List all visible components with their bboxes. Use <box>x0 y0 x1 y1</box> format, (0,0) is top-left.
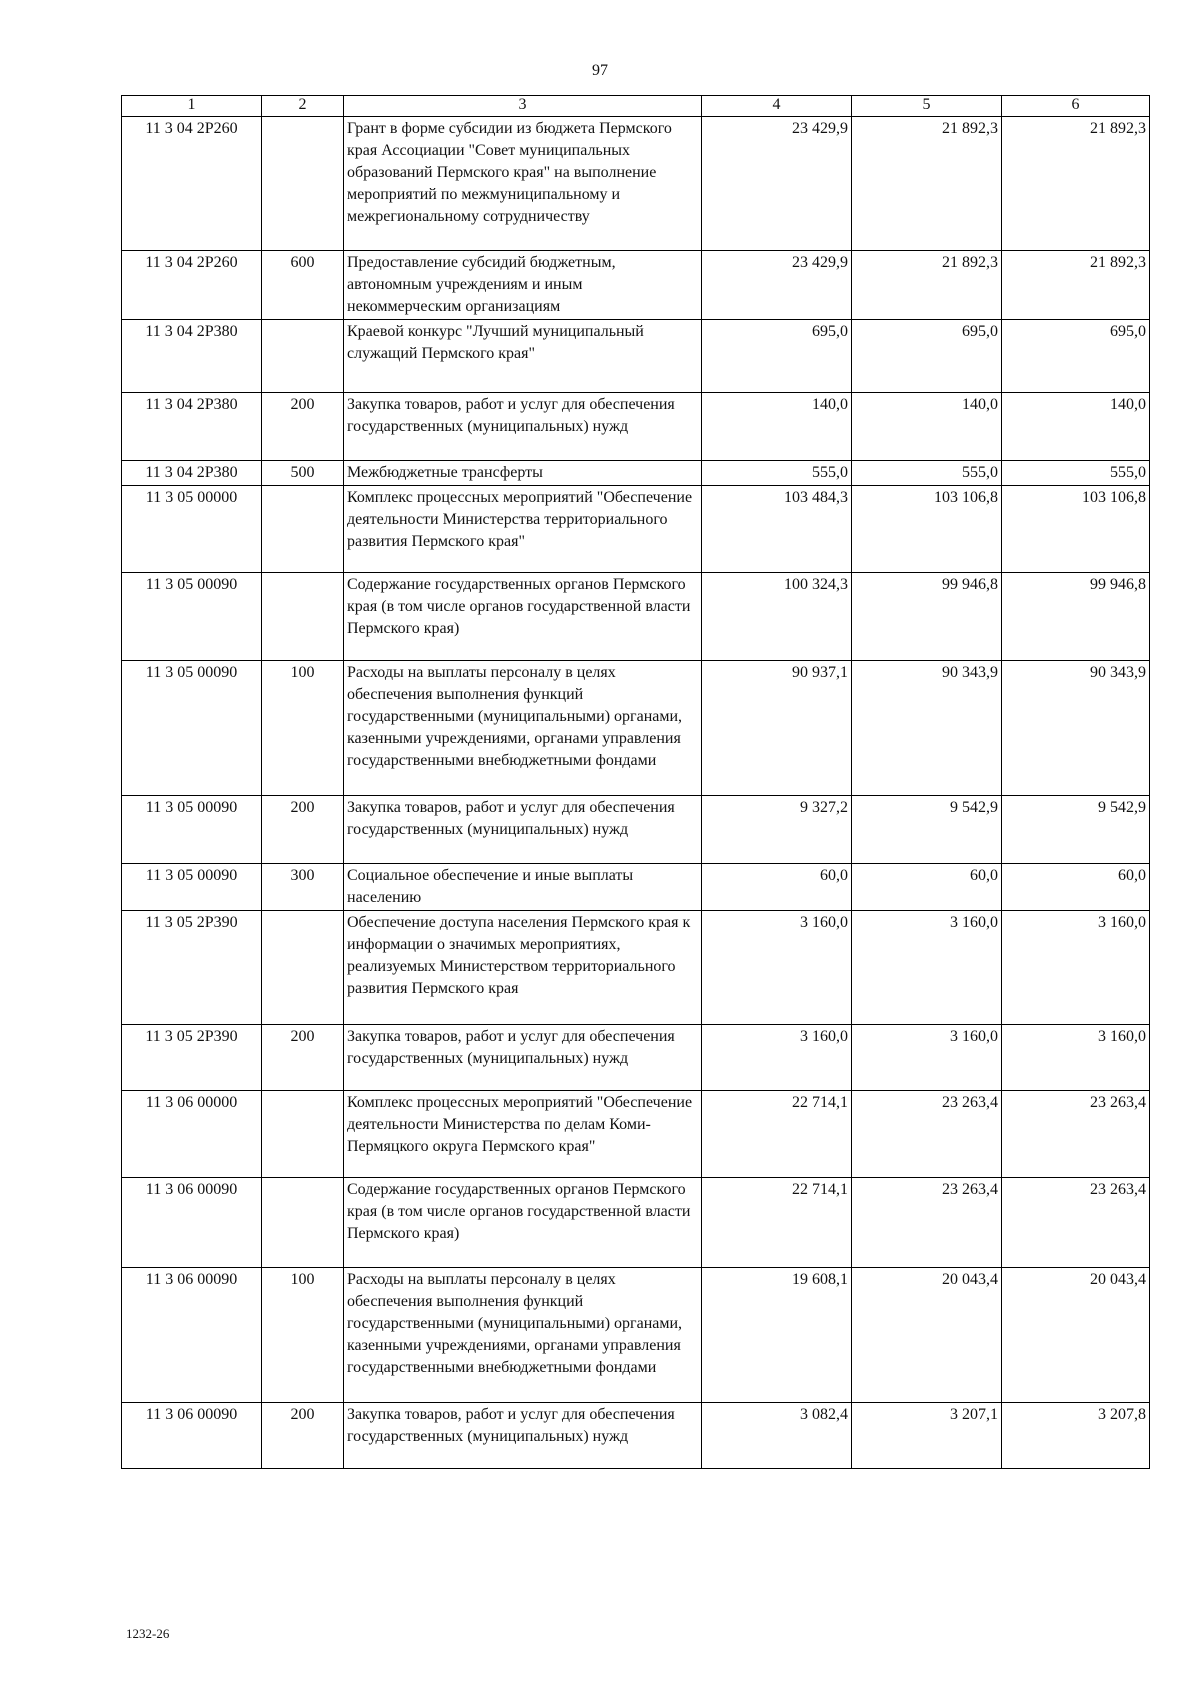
table-header-row <box>122 96 1150 117</box>
row-value-col5: 9 542,9 <box>852 796 1002 864</box>
row-code: 11 3 05 2P390 <box>122 1025 262 1091</box>
row-value-col5: 3 160,0 <box>852 1025 1002 1091</box>
row-value-col6: 90 343,9 <box>1002 661 1150 796</box>
row-expense-type: 300 <box>262 864 344 911</box>
row-value-col5: 140,0 <box>852 393 1002 461</box>
row-value-col6: 3 160,0 <box>1002 911 1150 1025</box>
row-value-col4: 140,0 <box>702 393 852 461</box>
row-description: Социальное обеспечение и иные выплаты населению <box>344 864 702 911</box>
row-expense-type <box>262 486 344 573</box>
row-code: 11 3 04 2P380 <box>122 461 262 486</box>
row-description: Комплекс процессных мероприятий "Обеспечение деятельности Министерства по делам Коми-Пермяцкого округа Пермского края" <box>344 1091 702 1178</box>
table-row <box>122 117 1150 251</box>
row-value-col4: 100 324,3 <box>702 573 852 661</box>
row-description: Закупка товаров, работ и услуг для обеспечения государственных (муниципальных) нужд <box>344 1025 702 1091</box>
row-code: 11 3 04 2P260 <box>122 117 262 251</box>
table-row <box>122 796 1150 864</box>
table-row <box>122 486 1150 573</box>
table-row <box>122 1091 1150 1178</box>
row-expense-type <box>262 1178 344 1268</box>
column-header: 5 <box>852 96 1002 117</box>
row-description: Грант в форме субсидии из бюджета Пермского края Ассоциации "Совет муниципальных образований Пермского края" на выполнение мероприятий по межмуниципальному и межрегиональному сотрудничеству <box>344 117 702 251</box>
row-description: Комплекс процессных мероприятий "Обеспечение деятельности Министерства территориального развития Пермского края" <box>344 486 702 573</box>
row-description: Предоставление субсидий бюджетным, автономным учреждениям и иным некоммерческим организациям <box>344 251 702 320</box>
table-row <box>122 661 1150 796</box>
row-description: Содержание государственных органов Пермского края (в том числе органов государственной власти Пермского края) <box>344 1178 702 1268</box>
table-row <box>122 1268 1150 1403</box>
table-row <box>122 1403 1150 1469</box>
row-value-col4: 3 082,4 <box>702 1403 852 1469</box>
row-expense-type <box>262 573 344 661</box>
row-description: Обеспечение доступа населения Пермского края к информации о значимых мероприятиях, реализуемых Министерством территориального развития Пермского края <box>344 911 702 1025</box>
row-value-col5: 3 160,0 <box>852 911 1002 1025</box>
row-code: 11 3 04 2P380 <box>122 393 262 461</box>
table-row <box>122 461 1150 486</box>
row-description: Расходы на выплаты персоналу в целях обеспечения выполнения функций государственными (муниципальными) органами, казенными учреждениями, органами управления государственными внебюджетными фондами <box>344 1268 702 1403</box>
column-header: 4 <box>702 96 852 117</box>
document-footer-code: 1232-26 <box>126 1626 170 1641</box>
row-value-col6: 20 043,4 <box>1002 1268 1150 1403</box>
row-expense-type: 500 <box>262 461 344 486</box>
row-value-col5: 60,0 <box>852 864 1002 911</box>
row-code: 11 3 06 00000 <box>122 1091 262 1178</box>
row-description: Краевой конкурс "Лучший муниципальный служащий Пермского края" <box>344 320 702 393</box>
row-value-col6: 695,0 <box>1002 320 1150 393</box>
row-expense-type <box>262 117 344 251</box>
row-value-col4: 90 937,1 <box>702 661 852 796</box>
column-header: 2 <box>262 96 344 117</box>
row-expense-type: 200 <box>262 796 344 864</box>
row-value-col6: 9 542,9 <box>1002 796 1150 864</box>
column-header: 3 <box>344 96 702 117</box>
row-value-col4: 23 429,9 <box>702 251 852 320</box>
row-value-col4: 22 714,1 <box>702 1178 852 1268</box>
row-code: 11 3 06 00090 <box>122 1268 262 1403</box>
row-code: 11 3 04 2P380 <box>122 320 262 393</box>
table-row <box>122 573 1150 661</box>
row-value-col5: 695,0 <box>852 320 1002 393</box>
row-value-col6: 60,0 <box>1002 864 1150 911</box>
row-value-col5: 21 892,3 <box>852 251 1002 320</box>
table-row <box>122 1178 1150 1268</box>
row-value-col6: 23 263,4 <box>1002 1091 1150 1178</box>
row-value-col5: 99 946,8 <box>852 573 1002 661</box>
row-value-col6: 99 946,8 <box>1002 573 1150 661</box>
row-expense-type: 200 <box>262 1025 344 1091</box>
row-value-col6: 3 160,0 <box>1002 1025 1150 1091</box>
row-value-col5: 21 892,3 <box>852 117 1002 251</box>
table-row <box>122 393 1150 461</box>
table-row <box>122 320 1150 393</box>
row-code: 11 3 06 00090 <box>122 1178 262 1268</box>
row-value-col4: 22 714,1 <box>702 1091 852 1178</box>
row-value-col4: 9 327,2 <box>702 796 852 864</box>
column-header: 1 <box>122 96 262 117</box>
row-value-col4: 23 429,9 <box>702 117 852 251</box>
page-number: 97 <box>592 62 608 79</box>
row-code: 11 3 05 00090 <box>122 796 262 864</box>
row-value-col5: 90 343,9 <box>852 661 1002 796</box>
row-value-col6: 103 106,8 <box>1002 486 1150 573</box>
row-value-col4: 695,0 <box>702 320 852 393</box>
row-code: 11 3 05 00000 <box>122 486 262 573</box>
row-description: Закупка товаров, работ и услуг для обеспечения государственных (муниципальных) нужд <box>344 1403 702 1469</box>
row-description: Закупка товаров, работ и услуг для обеспечения государственных (муниципальных) нужд <box>344 393 702 461</box>
row-expense-type <box>262 320 344 393</box>
row-value-col5: 20 043,4 <box>852 1268 1002 1403</box>
table-row <box>122 864 1150 911</box>
row-code: 11 3 05 00090 <box>122 661 262 796</box>
row-expense-type: 100 <box>262 1268 344 1403</box>
row-value-col5: 555,0 <box>852 461 1002 486</box>
row-value-col6: 23 263,4 <box>1002 1178 1150 1268</box>
row-value-col5: 3 207,1 <box>852 1403 1002 1469</box>
row-value-col5: 23 263,4 <box>852 1091 1002 1178</box>
row-code: 11 3 05 00090 <box>122 573 262 661</box>
row-value-col6: 555,0 <box>1002 461 1150 486</box>
row-code: 11 3 04 2P260 <box>122 251 262 320</box>
row-value-col4: 3 160,0 <box>702 911 852 1025</box>
table-row <box>122 911 1150 1025</box>
row-description: Закупка товаров, работ и услуг для обеспечения государственных (муниципальных) нужд <box>344 796 702 864</box>
row-expense-type: 200 <box>262 393 344 461</box>
row-expense-type: 100 <box>262 661 344 796</box>
row-value-col5: 23 263,4 <box>852 1178 1002 1268</box>
row-description: Расходы на выплаты персоналу в целях обеспечения выполнения функций государственными (муниципальными) органами, казенными учреждениями, органами управления государственными внебюджетными фондами <box>344 661 702 796</box>
row-value-col6: 140,0 <box>1002 393 1150 461</box>
row-value-col4: 555,0 <box>702 461 852 486</box>
row-value-col4: 19 608,1 <box>702 1268 852 1403</box>
row-expense-type <box>262 911 344 1025</box>
table-row <box>122 1025 1150 1091</box>
row-expense-type: 600 <box>262 251 344 320</box>
row-value-col6: 3 207,8 <box>1002 1403 1150 1469</box>
row-code: 11 3 06 00090 <box>122 1403 262 1469</box>
row-description: Содержание государственных органов Пермского края (в том числе органов государственной власти Пермского края) <box>344 573 702 661</box>
row-value-col6: 21 892,3 <box>1002 117 1150 251</box>
budget-table <box>121 95 1150 1469</box>
row-expense-type <box>262 1091 344 1178</box>
row-code: 11 3 05 00090 <box>122 864 262 911</box>
row-value-col6: 21 892,3 <box>1002 251 1150 320</box>
row-value-col5: 103 106,8 <box>852 486 1002 573</box>
row-expense-type: 200 <box>262 1403 344 1469</box>
row-description: Межбюджетные трансферты <box>344 461 702 486</box>
row-value-col4: 60,0 <box>702 864 852 911</box>
column-header: 6 <box>1002 96 1150 117</box>
table-row <box>122 251 1150 320</box>
row-code: 11 3 05 2P390 <box>122 911 262 1025</box>
row-value-col4: 3 160,0 <box>702 1025 852 1091</box>
row-value-col4: 103 484,3 <box>702 486 852 573</box>
